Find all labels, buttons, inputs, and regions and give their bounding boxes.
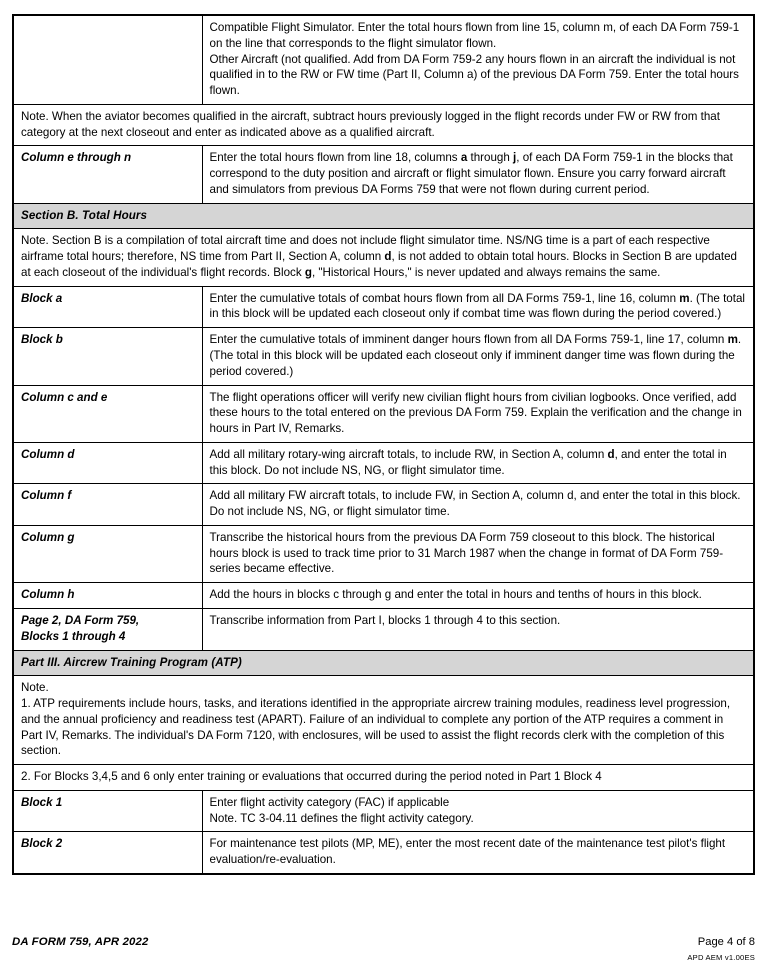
paragraph: Other Aircraft (not qualified. Add from DA Form 759-2 any hours flown in an aircraft the individual is not qualified in to the RW or FW time (Part II, Column a) of the previous DA Form 759. Enter the total hours flown. bbox=[209, 52, 739, 98]
row-label-column-c-and-e: Column c and e bbox=[13, 385, 202, 442]
section-header-total-hours: Section B. Total Hours bbox=[13, 203, 754, 229]
bold-column-m: m bbox=[679, 291, 690, 305]
table-row bbox=[13, 765, 754, 791]
row-body-column-e-through-n bbox=[202, 146, 754, 203]
table-row bbox=[13, 583, 754, 609]
body-line-1: Enter flight activity category (FAC) if applicable bbox=[209, 795, 450, 809]
text-segment: Note. Section B is a compilation of total aircraft time and does not include flight simulator time. NS/NG time is a part of each respective airframe total hours; therefore, NS time from Part II, Section A, column bbox=[21, 234, 710, 264]
row-label-column-d: Column d bbox=[13, 442, 202, 484]
row-body-column-f: Add all military FW aircraft totals, to include FW, in Section A, column d, and enter the total in this block. Do not include NS, NG, or flight simulator time. bbox=[202, 484, 754, 526]
label-line-1: Page 2, DA Form 759, bbox=[21, 613, 140, 627]
text-segment: . (The total in this block will be updated each closeout only if combat time was flown during the period covered.) bbox=[209, 291, 745, 321]
row-body-block-b bbox=[202, 328, 754, 385]
row-body-column-c-and-e: The flight operations officer will verify new civilian flight hours from civilian logbooks. Once verified, add these hours to the total entered on the previous DA Form 759. Explain the verification and the change in hours in Part IV, Remarks. bbox=[202, 385, 754, 442]
note-part-iii-item-2 bbox=[13, 765, 754, 791]
table-row bbox=[13, 385, 754, 442]
text-segment: Add all military rotary-wing aircraft totals, to include RW, in Section A, column bbox=[209, 447, 608, 461]
row-label-column-h: Column h bbox=[13, 583, 202, 609]
table-row bbox=[13, 650, 754, 676]
note-item-2: 2. For Blocks 3,4,5 and 6 only enter training or evaluations that occurred during the period noted in Part 1 Block 4 bbox=[21, 770, 602, 784]
row-body-column-g: Transcribe the historical hours from the previous DA Form 759 closeout to this block. The historical hours block is used to track time prior to 31 March 1987 when the change in format of DA Form 759-series became effective. bbox=[202, 525, 754, 582]
row-label-block-2: Block 2 bbox=[13, 832, 202, 874]
row-label-compatible-sim bbox=[13, 15, 202, 104]
row-body-column-h: Add the hours in blocks c through g and enter the total in hours and tenths of hours in this block. bbox=[202, 583, 754, 609]
instructions-table bbox=[12, 14, 755, 875]
paragraph: Compatible Flight Simulator. Enter the total hours flown from line 15, column m, of each DA Form 759-1 on the line that corresponds to the flight simulator flown. bbox=[209, 21, 740, 50]
row-label-page2-blocks bbox=[13, 608, 202, 650]
table-row bbox=[13, 832, 754, 874]
table-row bbox=[13, 15, 754, 104]
bold-block-g: g bbox=[304, 265, 312, 279]
section-header-part-iii-atp: Part III. Aircrew Training Program (ATP) bbox=[13, 650, 754, 676]
note-part-iii bbox=[13, 676, 754, 765]
row-label-column-f: Column f bbox=[13, 484, 202, 526]
bold-column-d: d bbox=[607, 447, 615, 461]
table-row bbox=[13, 442, 754, 484]
row-label-block-a: Block a bbox=[13, 286, 202, 328]
text-segment: , "Historical Hours," is never updated and always remains the same. bbox=[311, 265, 661, 279]
bold-column-d: d bbox=[384, 250, 392, 264]
apd-version: APD AEM v1.00ES bbox=[687, 953, 755, 962]
table-row bbox=[13, 525, 754, 582]
text-segment: , and enter the total in this block. Do not include NS, NG, or flight simulator time. bbox=[209, 447, 727, 477]
page-number: Page 4 of 8 bbox=[697, 936, 755, 948]
text-segment: Enter the cumulative totals of imminent danger hours flown from all DA Forms 759-1, line 17, column bbox=[209, 333, 728, 347]
row-label-column-g: Column g bbox=[13, 525, 202, 582]
text-segment: Enter the cumulative totals of combat hours flown from all DA Forms 759-1, line 16, column bbox=[209, 291, 680, 305]
page-footer bbox=[12, 936, 755, 976]
form-identifier: DA FORM 759, APR 2022 bbox=[12, 936, 149, 948]
text-segment: , is not added to obtain total hours. Blocks in Section B are updated at each closeout of the individual's flight records. Block bbox=[21, 250, 737, 279]
note-section-b bbox=[13, 229, 754, 286]
note-heading: Note. bbox=[21, 681, 49, 695]
row-body-column-d bbox=[202, 442, 754, 484]
table-row bbox=[13, 328, 754, 385]
bold-column-j: j bbox=[513, 151, 517, 165]
row-label-column-e-through-n: Column e through n bbox=[13, 146, 202, 203]
note-qualified-aircraft: Note. When the aviator becomes qualified in the aircraft, subtract hours previously logged in the flight records under FW or RW from that category at the next closeout and enter as indicated above as a qualified aircraft. bbox=[13, 104, 754, 146]
table-row bbox=[13, 146, 754, 203]
bold-column-m: m bbox=[727, 333, 738, 347]
row-body-block-2: For maintenance test pilots (MP, ME), enter the most recent date of the maintenance test pilot's flight evaluation/re-evaluation. bbox=[202, 832, 754, 874]
bold-column-a: a bbox=[460, 151, 468, 165]
row-body-compatible-sim bbox=[202, 15, 754, 104]
row-label-block-1: Block 1 bbox=[13, 790, 202, 832]
table-row bbox=[13, 676, 754, 765]
table-row bbox=[13, 484, 754, 526]
table-row bbox=[13, 104, 754, 146]
text-segment: . (The total in this block will be updated each closeout only if imminent danger time was flown during the period covered.) bbox=[209, 333, 742, 378]
text-segment: , of each DA Form 759-1 in the blocks that correspond to the duty position and aircraft or flight simulator flown. Ensure you carry forward aircraft and simulators from previous DA Forms 759 that were not flown during current period. bbox=[209, 151, 733, 196]
text-segment: Enter the total hours flown from line 18, columns bbox=[209, 151, 461, 165]
label-line-2: Blocks 1 through 4 bbox=[21, 629, 126, 643]
row-label-block-b: Block b bbox=[13, 328, 202, 385]
table-row bbox=[13, 203, 754, 229]
table-row bbox=[13, 286, 754, 328]
row-body-block-a bbox=[202, 286, 754, 328]
body-line-2: Note. TC 3-04.11 defines the flight activity category. bbox=[209, 811, 474, 825]
table-row bbox=[13, 608, 754, 650]
note-item-1: 1. ATP requirements include hours, tasks, and iterations identified in the appropriate aircrew training modules, readiness level progression, and the annual proficiency and readiness test (APART). Failure of an individual to complete any portion of the ATP requires a comment in Part IV, Remarks. The individual's DA Form 7120, with enclosures, will be used to assist the flight records clerk with the completion of this section. bbox=[21, 697, 731, 758]
text-segment: through bbox=[467, 151, 514, 165]
row-body-page2-blocks: Transcribe information from Part I, blocks 1 through 4 to this section. bbox=[202, 608, 754, 650]
row-body-block-1 bbox=[202, 790, 754, 832]
table-row bbox=[13, 229, 754, 286]
table-row bbox=[13, 790, 754, 832]
